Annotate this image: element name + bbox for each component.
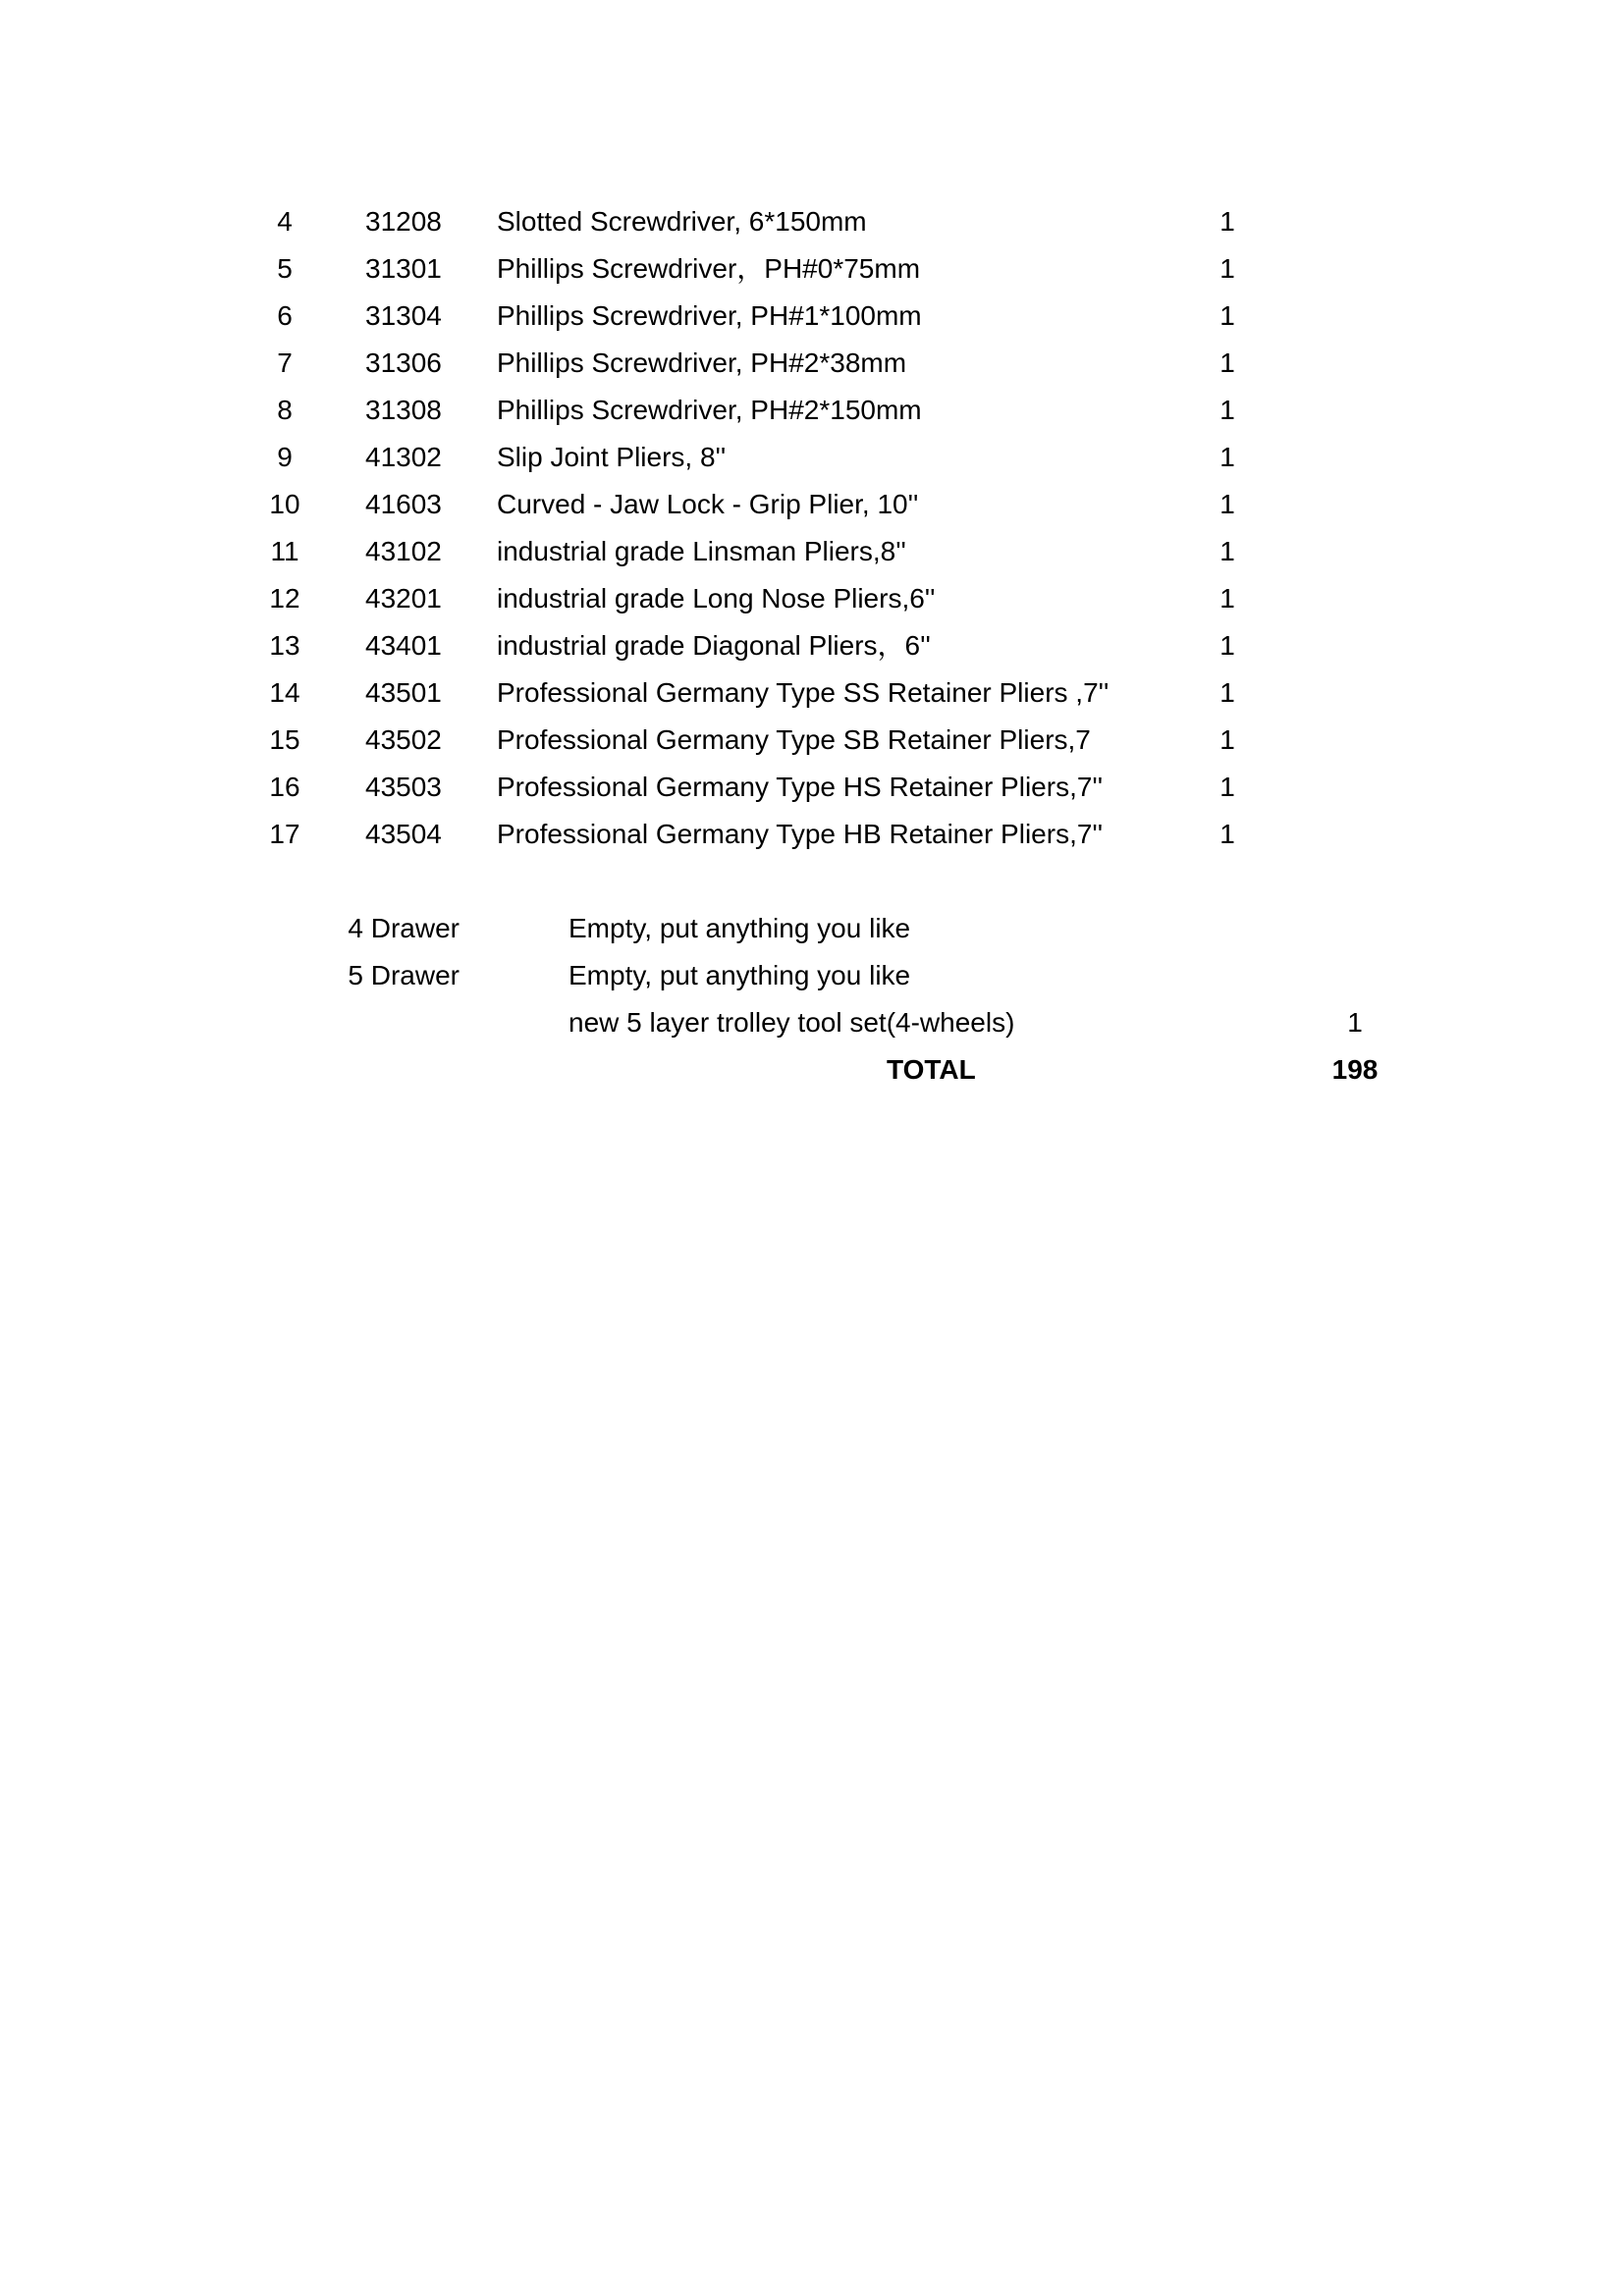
- item-number: 11: [270, 536, 299, 566]
- item-number: 8: [277, 395, 293, 425]
- item-description: industrial grade Long Nose Pliers,6'': [497, 583, 936, 614]
- total-row: [0, 1046, 1624, 1094]
- item-number: 10: [269, 489, 300, 519]
- item-number: 17: [269, 819, 300, 849]
- trolley-row: [0, 999, 1624, 1046]
- item-code: 31306: [365, 347, 442, 378]
- item-quantity: 1: [1219, 583, 1235, 614]
- item-description: Phillips Screwdriver, PH#2*38mm: [497, 347, 907, 378]
- item-number: 15: [269, 724, 300, 755]
- item-quantity: 1: [1219, 206, 1235, 237]
- drawer-description: Empty, put anything you like: [568, 960, 911, 990]
- drawer-description: Empty, put anything you like: [568, 913, 911, 943]
- item-number: 14: [269, 677, 300, 708]
- item-code: 43501: [365, 677, 442, 708]
- trolley-quantity: 1: [1347, 1007, 1363, 1038]
- table-row: [0, 811, 1624, 858]
- item-quantity: 1: [1219, 442, 1235, 472]
- item-description: Professional Germany Type HB Retainer Pliers,7'': [497, 819, 1104, 849]
- table-row: [0, 434, 1624, 481]
- drawer-name: 5 Drawer: [348, 960, 460, 990]
- item-quantity: 1: [1219, 253, 1235, 284]
- item-quantity: 1: [1219, 724, 1235, 755]
- table-row: [0, 245, 1624, 293]
- item-number: 12: [269, 583, 300, 614]
- item-quantity: 1: [1219, 772, 1235, 802]
- item-code: 41603: [365, 489, 442, 519]
- table-row: [0, 717, 1624, 764]
- drawer-row: [0, 952, 1624, 999]
- item-description: industrial grade Linsman Pliers,8'': [497, 536, 906, 566]
- item-description: Curved - Jaw Lock - Grip Plier, 10'': [497, 489, 919, 519]
- item-code: 41302: [365, 442, 442, 472]
- total-label: TOTAL: [887, 1054, 976, 1085]
- item-description: Phillips Screwdriver, PH#1*100mm: [497, 300, 922, 331]
- item-code: 43503: [365, 772, 442, 802]
- item-code: 31304: [365, 300, 442, 331]
- item-code: 31208: [365, 206, 442, 237]
- item-code: 43504: [365, 819, 442, 849]
- table-row: [0, 669, 1624, 717]
- table-row: [0, 764, 1624, 811]
- item-number: 4: [277, 206, 293, 237]
- item-description: Professional Germany Type HS Retainer Pliers,7'': [497, 772, 1104, 802]
- trolley-description: new 5 layer trolley tool set(4-wheels): [568, 1007, 1015, 1038]
- item-quantity: 1: [1219, 677, 1235, 708]
- item-quantity: 1: [1219, 347, 1235, 378]
- item-code: 43401: [365, 630, 442, 661]
- item-number: 7: [277, 347, 293, 378]
- item-code: 43201: [365, 583, 442, 614]
- drawer-name: 4 Drawer: [348, 913, 460, 943]
- table-row: [0, 481, 1624, 528]
- item-quantity: 1: [1219, 536, 1235, 566]
- item-description: Professional Germany Type SS Retainer Pliers ,7'': [497, 677, 1110, 708]
- item-description: Professional Germany Type SB Retainer Pliers,7: [497, 724, 1091, 755]
- table-row: [0, 340, 1624, 387]
- item-quantity: 1: [1219, 395, 1235, 425]
- item-description: Phillips Screwdriver，PH#0*75mm: [497, 253, 921, 284]
- item-code: 31308: [365, 395, 442, 425]
- total-value: 198: [1331, 1054, 1379, 1085]
- drawer-row: [0, 905, 1624, 952]
- table-row: [0, 528, 1624, 575]
- item-quantity: 1: [1219, 300, 1235, 331]
- table-row: [0, 293, 1624, 340]
- item-description: Phillips Screwdriver, PH#2*150mm: [497, 395, 922, 425]
- item-code: 43102: [365, 536, 442, 566]
- item-description: industrial grade Diagonal Pliers，6'': [497, 630, 931, 661]
- item-description: Slotted Screwdriver, 6*150mm: [497, 206, 867, 237]
- table-row: [0, 575, 1624, 622]
- table-row: [0, 387, 1624, 434]
- item-quantity: 1: [1219, 489, 1235, 519]
- item-code: 31301: [365, 253, 442, 284]
- item-number: 13: [269, 630, 300, 661]
- item-code: 43502: [365, 724, 442, 755]
- table-row: [0, 622, 1624, 669]
- item-quantity: 1: [1219, 630, 1235, 661]
- item-number: 9: [277, 442, 293, 472]
- item-number: 16: [269, 772, 300, 802]
- item-number: 5: [277, 253, 293, 284]
- item-description: Slip Joint Pliers, 8'': [497, 442, 727, 472]
- item-quantity: 1: [1219, 819, 1235, 849]
- item-number: 6: [277, 300, 293, 331]
- table-row: [0, 198, 1624, 245]
